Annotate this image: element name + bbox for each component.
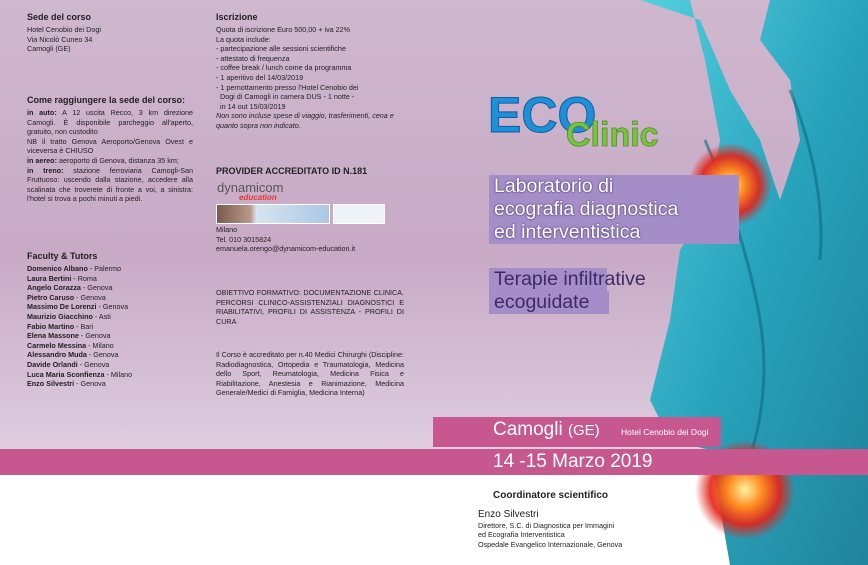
registration-item: - coffee break / lunch come da programma (216, 63, 352, 73)
registration-item: - 1 aperitivo del 14/03/2019 (216, 72, 304, 82)
coordinator-roles (478, 521, 622, 549)
logo-eco-text: ECO (488, 87, 597, 143)
ecm-logo-image (216, 204, 330, 224)
venue-line: Hotel Cenobio dei Dogi (27, 25, 101, 34)
faculty-city: - Roma (71, 273, 97, 283)
registration-fee: Quota di iscrizione Euro 500,00 + iva 22% (216, 25, 351, 34)
faculty-city: - Genova (96, 302, 129, 312)
faculty-item (27, 360, 199, 370)
faculty-item (27, 293, 199, 303)
faculty-name: Massimo De Lorenzi (27, 302, 97, 312)
faculty-name: Maurizio Giacchino (27, 311, 93, 321)
faculty-section (27, 251, 199, 389)
registration-item: - 1 pernottamento presso l'Hotel Cenobio dei (216, 82, 359, 92)
dynamicom-logo (217, 182, 283, 202)
coordinator-role-line: Ospedale Evangelico Internazionale, Genova (478, 539, 623, 549)
faculty-item (27, 322, 199, 332)
coordinator-role-line: Direttore, S.C. di Diagnostica per Immagini (478, 521, 615, 530)
directions-nb: NB il tratto Genova Aeroporto/Genova Ovest e viceversa è CHIUSO (27, 136, 193, 156)
coordinator-name: Enzo Silvestri (478, 509, 539, 520)
directions-section (27, 95, 193, 204)
faculty-name: Davide Orlandi (27, 359, 78, 369)
faculty-city: - Genova (74, 379, 106, 389)
faculty-city: - Genova (86, 350, 119, 360)
faculty-name: Carmelo Messina (27, 340, 87, 350)
date-banner (0, 449, 868, 475)
registration-section (216, 12, 401, 131)
faculty-item (27, 350, 199, 360)
faculty-city: - Bari (74, 321, 94, 331)
faculty-list (27, 264, 199, 389)
directions-heading: Come raggiungere la sede del corso: (27, 95, 186, 105)
faculty-item (27, 283, 199, 293)
course-subtitle-line: ecoguidate (494, 291, 590, 313)
faculty-item (27, 312, 199, 322)
venue-line: Via Nicolò Cuneo 34 (27, 34, 93, 44)
dynamicom-logo-subtext: education (239, 193, 277, 202)
objective-text: OBIETTIVO FORMATIVO: DOCUMENTAZIONE CLINICA. PERCORSI CLINICO-ASSISTENZIALI DIAGNOSTICI E RIABILITATIVI, PROFILI DI ASSISTENZA - PROFILI DI CURA (216, 288, 404, 326)
faculty-city: - Genova (80, 283, 113, 293)
directions-car: in auto: A 12 uscita Recco, 3 km direzione Camogli. È disponibile parcheggio all'aperto, gratuito, non custodito (27, 108, 193, 137)
venue-heading: Sede del corso (27, 12, 92, 22)
faculty-item (27, 341, 199, 351)
faculty-name: Domenico Albano (27, 264, 88, 273)
provider-phone: Tel. 010 3015824 (216, 234, 272, 244)
provider-section (216, 166, 401, 179)
registration-item: in 14 out 15/03/2019 (220, 101, 286, 111)
provider-contacts (216, 225, 401, 254)
faculty-city: - Genova (78, 331, 111, 341)
event-dates: 14 -15 Marzo 2019 (493, 451, 653, 472)
faculty-name: Luca Maria Sconfienza (27, 369, 105, 379)
event-city: Camogli (GE) (493, 419, 600, 440)
registration-note: Non sono incluse spese di viaggio, trasferimenti, cena e quanto sopra non indicato. (216, 111, 394, 130)
course-title-line: ecografia diagnostica (494, 198, 679, 220)
coordinator-heading: Coordinatore scientifico (493, 490, 609, 501)
faculty-city: - Milano (86, 340, 114, 350)
faculty-item (27, 379, 199, 389)
coordinator-role-line: ed Ecografia Interventistica (478, 530, 565, 540)
faculty-item (27, 264, 199, 274)
registration-item: - partecipazione alle sessioni scientifiche (216, 44, 346, 54)
faculty-name: Elena Massone (27, 331, 79, 341)
certification-logo-image (333, 204, 385, 224)
course-subtitle-line: Terapie infiltrative (494, 268, 646, 290)
faculty-name: Pietro Caruso (27, 292, 75, 302)
faculty-item (27, 370, 199, 380)
anatomy-figure-image (610, 0, 868, 565)
faculty-heading: Faculty & Tutors (27, 251, 98, 261)
faculty-name: Fabio Martino (27, 321, 75, 331)
provider-heading: PROVIDER ACCREDITATO ID N.181 (216, 166, 368, 176)
accreditation-text: Il Corso è accreditato per n.40 Medici Chirurghi (Discipline: Radiodiagnostica, Ortopedia e Traumatologia, Medicina dello Sport, Reumatologia, Medicina Fisica e Riabilitazione, Anestesia e Rianimazione, Medicina Generale/Medici di Famiglia, Medicina Interna) (216, 350, 404, 398)
faculty-city: - Palermo (87, 264, 121, 273)
event-province: (GE) (567, 422, 600, 439)
registration-item: Dogi di Camogli in camera DUS - 1 notte - (220, 92, 355, 102)
course-title-line: ed interventistica (494, 221, 641, 243)
provider-email: emanuela.orengo@dynamicom-education.it (216, 244, 356, 254)
faculty-name: Enzo Silvestri (27, 379, 75, 389)
registration-heading: Iscrizione (216, 12, 258, 22)
faculty-item (27, 302, 199, 312)
faculty-item (27, 331, 199, 341)
directions-train: in treno: stazione ferroviaria Camogli-San Fruttuoso: uscendo dalla stazione, accedere alla scalinata che troverete di fronte a voi, a sinistra: l'hotel si trova a pochi minuti a piedi. (27, 165, 193, 204)
course-title-line: Laboratorio di (494, 175, 614, 197)
faculty-city: - Genova (77, 359, 110, 369)
faculty-city: - Genova (74, 292, 106, 302)
faculty-city: - Milano (104, 369, 133, 379)
faculty-name: Laura Bertini (27, 273, 72, 283)
event-hotel: Hotel Cenobio dei Dogi (621, 427, 709, 437)
ecoclinic-logo (488, 86, 668, 152)
venue-line: Camogli (GE) (27, 44, 71, 54)
faculty-name: Alessandro Muda (27, 350, 87, 360)
logo-clinic-text: Clinic (566, 116, 659, 152)
faculty-name: Angelo Corazza (27, 283, 81, 293)
registration-item: - attestato di frequenza (216, 53, 290, 63)
venue-section (27, 12, 199, 54)
registration-includes: La quota include: (216, 34, 271, 44)
directions-air: in aereo: aeroporto di Genova, distanza 35 km; (27, 155, 179, 165)
faculty-item (27, 274, 199, 284)
dynamicom-logo-text: dynamicom (217, 180, 284, 195)
provider-city: Milano (216, 225, 238, 234)
faculty-city: - Asti (92, 311, 111, 321)
